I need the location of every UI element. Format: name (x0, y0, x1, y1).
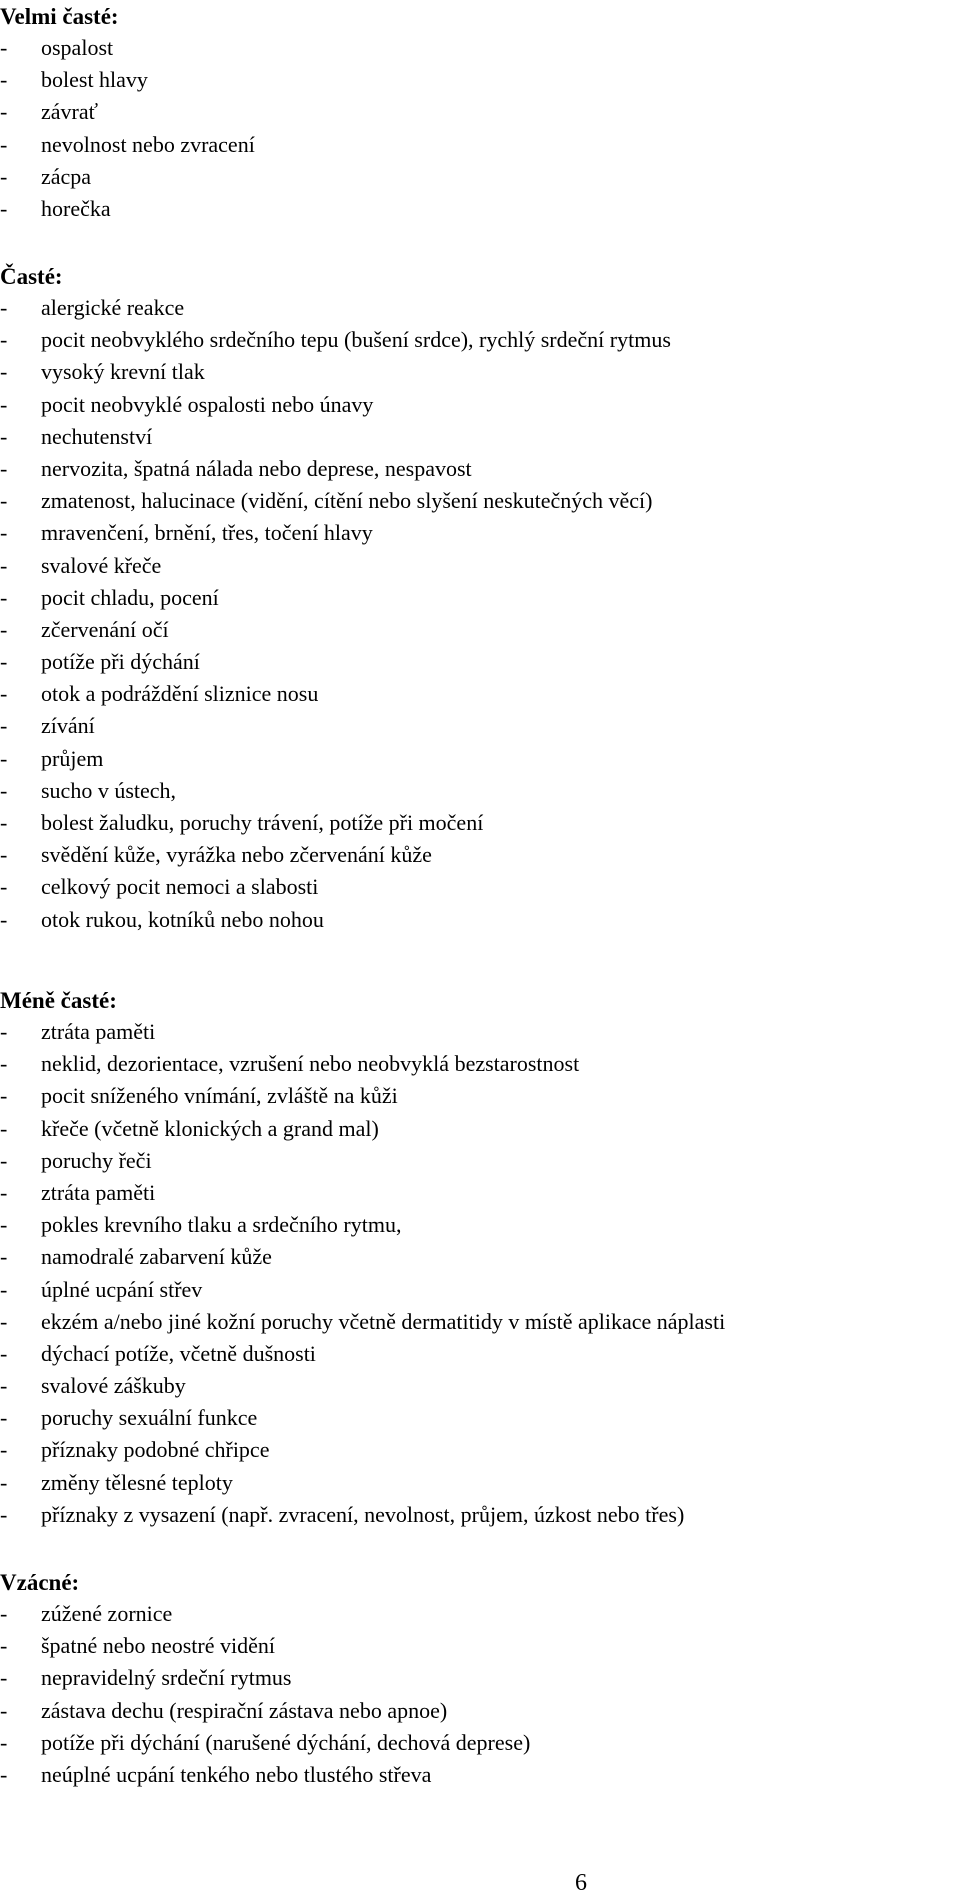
bullet-dash: - (0, 359, 8, 385)
list-item (0, 904, 958, 936)
list-item-text: pocit neobvyklé ospalosti nebo únavy (41, 391, 374, 417)
bullet-dash: - (0, 1697, 8, 1723)
list-item-text: potíže při dýchání (narušené dýchání, dechová deprese) (41, 1729, 531, 1755)
list-item-text: bolest hlavy (41, 67, 148, 93)
list-item-text: pokles krevního tlaku a srdečního rytmu, (41, 1212, 402, 1238)
bullet-dash: - (0, 1729, 8, 1755)
bullet-dash: - (0, 777, 8, 803)
bullet-dash: - (0, 488, 8, 514)
list-item (0, 678, 958, 710)
bullet-dash: - (0, 1276, 8, 1302)
list-item-text: příznaky z vysazení (např. zvracení, nevolnost, průjem, úzkost nebo třes) (41, 1501, 685, 1527)
list-item-text: alergické reakce (41, 295, 185, 320)
section-heading: Vzácné: (0, 1570, 80, 1595)
section-heading: Méně časté: (0, 988, 117, 1013)
list-item (0, 1499, 958, 1531)
bullet-dash: - (0, 1633, 8, 1659)
list-item-text: zácpa (41, 163, 92, 189)
list-item (0, 1080, 958, 1112)
list-item (0, 453, 958, 485)
bullet-dash: - (0, 391, 8, 417)
section-caste (0, 262, 958, 936)
list-item (0, 1241, 958, 1273)
list-item-text: bolest žaludku, poruchy trávení, potíže při močení (41, 810, 484, 835)
bullet-dash: - (0, 327, 8, 353)
list-item (0, 1695, 958, 1727)
list-item (0, 871, 958, 903)
list-item-text: závrať (41, 99, 99, 125)
bullet-dash: - (0, 1179, 8, 1205)
bullet-dash: - (0, 1308, 8, 1334)
bullet-dash: - (0, 713, 8, 739)
section-vzacne (0, 1568, 958, 1791)
list-item (0, 550, 958, 582)
list-item-text: neúplné ucpání tenkého nebo tlustého střeva (41, 1761, 432, 1787)
list-item (0, 1306, 958, 1338)
bullet-dash: - (0, 1761, 8, 1787)
bullet-dash: - (0, 1115, 8, 1141)
bullet-dash: - (0, 35, 8, 60)
section-heading: Velmi časté: (0, 4, 119, 29)
bullet-dash: - (0, 1212, 8, 1238)
bullet-dash: - (0, 1405, 8, 1431)
list-item-text: zívání (41, 713, 95, 739)
list-item-text: neklid, dezorientace, vzrušení nebo neobvyklá bezstarostnost (41, 1051, 580, 1077)
list-item (0, 193, 958, 225)
list-item (0, 64, 958, 96)
list-item (0, 710, 958, 742)
list-item-text: svalové záškuby (41, 1373, 186, 1399)
bullet-dash: - (0, 99, 8, 125)
list-item-text: pocit neobvyklého srdečního tepu (bušení srdce), rychlý srdeční rytmus (41, 327, 671, 353)
bullet-dash: - (0, 423, 8, 449)
list-item-text: úplné ucpání střev (41, 1276, 203, 1302)
bullet-dash: - (0, 163, 8, 189)
list-item (0, 1630, 958, 1662)
section-heading: Časté: (0, 264, 63, 289)
list-item (0, 389, 958, 421)
list-item (0, 1759, 958, 1791)
list-item (0, 1209, 958, 1241)
list-item (0, 485, 958, 517)
list-item-text: změny tělesné teploty (41, 1469, 233, 1495)
bullet-dash: - (0, 1083, 8, 1109)
list-item-text: průjem (41, 745, 104, 771)
list-item (0, 1016, 958, 1048)
bullet-dash: - (0, 1469, 8, 1495)
list-item-text: dýchací potíže, včetně dušnosti (41, 1340, 316, 1366)
bullet-dash: - (0, 842, 8, 868)
list-item-text: špatné nebo neostré vidění (41, 1633, 275, 1659)
section-mene-caste (0, 986, 958, 1531)
bullet-dash: - (0, 1051, 8, 1077)
bullet-dash: - (0, 131, 8, 157)
list-item-text: potíže při dýchání (41, 649, 200, 675)
list-item (0, 1113, 958, 1145)
list-item (0, 1338, 958, 1370)
bullet-dash: - (0, 1340, 8, 1366)
list-item-text: příznaky podobné chřipce (41, 1437, 270, 1463)
list-item-text: horečka (41, 195, 111, 221)
list-item-text: nevolnost nebo zvracení (41, 131, 255, 157)
list-item (0, 743, 958, 775)
list-item (0, 421, 958, 453)
list-item-text: svalové křeče (41, 552, 162, 578)
side-effect-list (0, 1016, 958, 1531)
list-item (0, 1370, 958, 1402)
section-velmi-caste (0, 2, 958, 225)
list-item (0, 1145, 958, 1177)
bullet-dash: - (0, 616, 8, 642)
side-effect-list (0, 292, 958, 936)
bullet-dash: - (0, 1601, 8, 1626)
side-effect-list (0, 1598, 958, 1791)
list-item-text: mravenčení, brnění, třes, točení hlavy (41, 520, 373, 546)
list-item (0, 775, 958, 807)
list-item-text: poruchy řeči (41, 1147, 152, 1173)
list-item-text: otok a podráždění sliznice nosu (41, 681, 319, 707)
list-item-text: křeče (včetně klonických a grand mal) (41, 1115, 379, 1141)
bullet-dash: - (0, 1373, 8, 1399)
list-item-text: ospalost (41, 35, 114, 60)
list-item-text: pocit sníženého vnímání, zvláště na kůži (41, 1083, 398, 1109)
list-item (0, 646, 958, 678)
bullet-dash: - (0, 295, 8, 320)
bullet-dash: - (0, 552, 8, 578)
list-item-text: zúžené zornice (41, 1601, 173, 1626)
bullet-dash: - (0, 681, 8, 707)
bullet-dash: - (0, 1147, 8, 1173)
bullet-dash: - (0, 520, 8, 546)
bullet-dash: - (0, 1244, 8, 1270)
list-item (0, 1467, 958, 1499)
list-item (0, 1177, 958, 1209)
list-item (0, 324, 958, 356)
bullet-dash: - (0, 195, 8, 221)
list-item (0, 161, 958, 193)
list-item-text: svědění kůže, vyrážka nebo zčervenání kůže (41, 842, 432, 868)
list-item-text: celkový pocit nemoci a slabosti (41, 874, 319, 900)
list-item (0, 1434, 958, 1466)
bullet-dash: - (0, 1501, 8, 1527)
list-item-text: ztráta paměti (41, 1019, 156, 1044)
list-item-text: vysoký krevní tlak (41, 359, 205, 385)
bullet-dash: - (0, 906, 8, 932)
bullet-dash: - (0, 745, 8, 771)
list-item (0, 96, 958, 128)
list-item (0, 1048, 958, 1080)
list-item (0, 129, 958, 161)
list-item (0, 517, 958, 549)
bullet-dash: - (0, 1665, 8, 1691)
bullet-dash: - (0, 1437, 8, 1463)
list-item-text: zástava dechu (respirační zástava nebo apnoe) (41, 1697, 448, 1723)
list-item-text: nervozita, špatná nálada nebo deprese, nespavost (41, 455, 472, 481)
bullet-dash: - (0, 584, 8, 610)
side-effect-list (0, 32, 958, 225)
list-item-text: poruchy sexuální funkce (41, 1405, 258, 1431)
bullet-dash: - (0, 67, 8, 93)
list-item-text: sucho v ústech, (41, 777, 177, 803)
list-item-text: namodralé zabarvení kůže (41, 1244, 272, 1270)
list-item (0, 32, 958, 64)
list-item-text: otok rukou, kotníků nebo nohou (41, 906, 324, 932)
page-number: 6 (575, 1870, 587, 1896)
bullet-dash: - (0, 874, 8, 900)
bullet-dash: - (0, 455, 8, 481)
bullet-dash: - (0, 1019, 8, 1044)
list-item (0, 292, 958, 324)
list-item (0, 1274, 958, 1306)
list-item (0, 582, 958, 614)
list-item-text: ztráta paměti (41, 1179, 156, 1205)
list-item (0, 1727, 958, 1759)
list-item (0, 1598, 958, 1630)
list-item-text: nechutenství (41, 423, 153, 449)
list-item (0, 356, 958, 388)
list-item-text: zčervenání očí (41, 616, 169, 642)
list-item (0, 614, 958, 646)
list-item-text: nepravidelný srdeční rytmus (41, 1665, 292, 1691)
list-item-text: ekzém a/nebo jiné kožní poruchy včetně dermatitidy v místě aplikace náplasti (41, 1308, 726, 1334)
list-item (0, 807, 958, 839)
bullet-dash: - (0, 649, 8, 675)
list-item-text: zmatenost, halucinace (vidění, cítění nebo slyšení neskutečných věcí) (41, 488, 653, 514)
list-item (0, 839, 958, 871)
list-item (0, 1662, 958, 1694)
bullet-dash: - (0, 810, 8, 835)
list-item-text: pocit chladu, pocení (41, 584, 219, 610)
list-item (0, 1402, 958, 1434)
